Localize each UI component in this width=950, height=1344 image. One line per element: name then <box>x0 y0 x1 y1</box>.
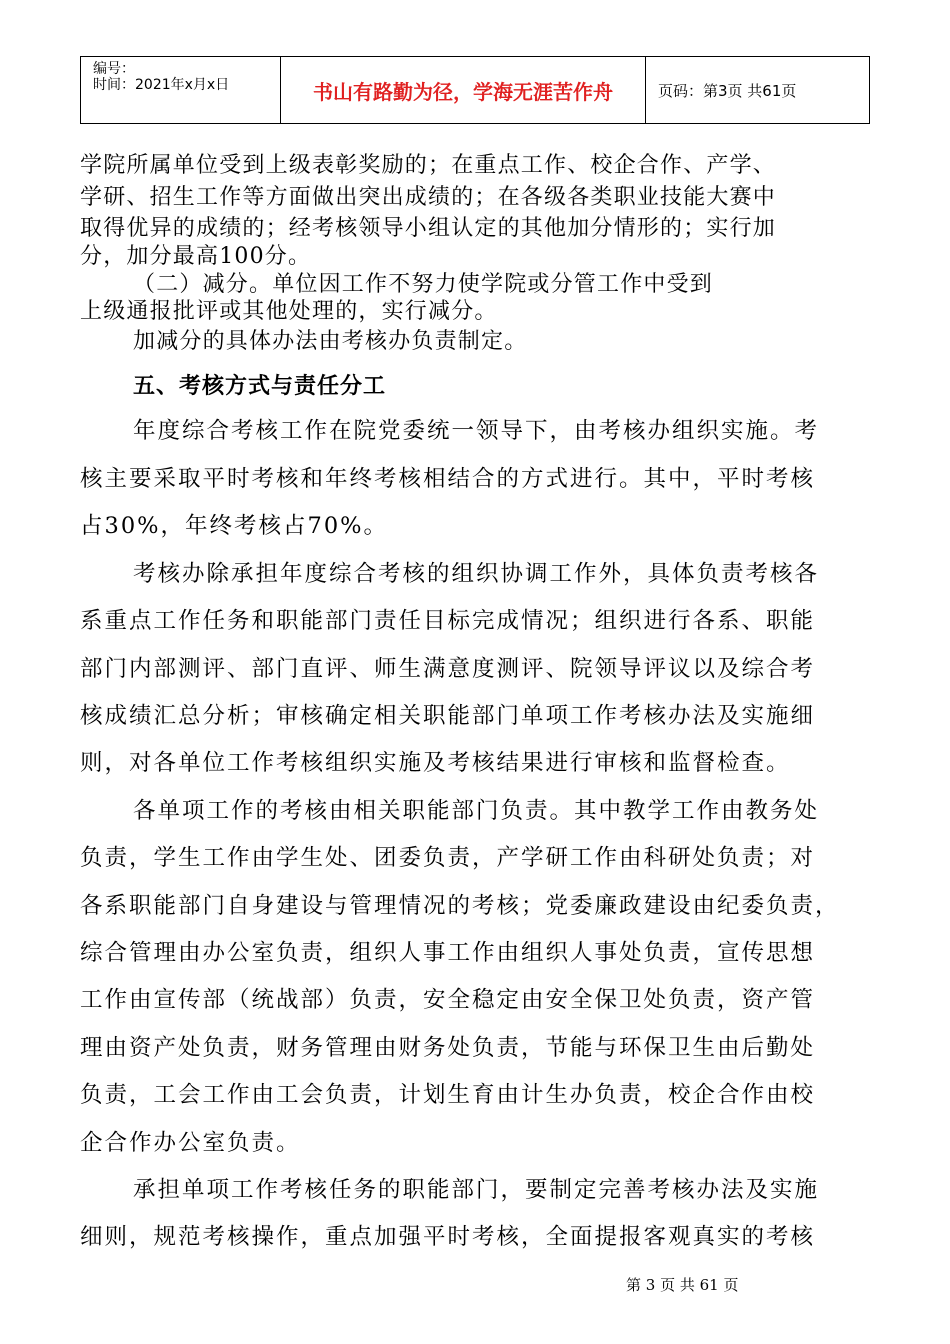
body-line: 上级通报批评或其他处理的，实行减分。 <box>80 299 498 324</box>
body-line: 年度综合考核工作在院党委统一领导下，由考核办组织实施。考 <box>133 418 820 444</box>
body-line: 部门内部测评、部门直评、师生满意度测评、院领导评议以及综合考 <box>80 656 816 682</box>
body-line: 各单项工作的考核由相关职能部门负责。其中教学工作由教务处 <box>133 798 820 824</box>
body-line: 学研、招生工作等方面做出突出成绩的；在各级各类职业技能大赛中 <box>80 185 777 210</box>
body-line: 加减分的具体办法由考核办负责制定。 <box>133 329 528 354</box>
header-time-label: 时间：2021年x月x日 <box>93 77 230 93</box>
body-line: 系重点工作任务和职能部门责任目标完成情况；组织进行各系、职能 <box>80 608 816 634</box>
body-line: 理由资产处负责，财务管理由财务处负责，节能与环保卫生由后勤处 <box>80 1035 816 1061</box>
section-heading: 五、考核方式与责任分工 <box>133 374 387 399</box>
body-line: 核主要采取平时考核和年终考核相结合的方式进行。其中，平时考核 <box>80 466 816 492</box>
page-header <box>80 56 870 124</box>
header-motto: 书山有路勤为径，学海无涯苦作舟 <box>281 57 646 123</box>
body-line: 负责，工会工作由工会负责，计划生育由计生办负责，校企合作由校 <box>80 1082 816 1108</box>
body-line: 核成绩汇总分析；审核确定相关职能部门单项工作考核办法及实施细 <box>80 703 816 729</box>
body-line: 分，加分最高100分。 <box>80 244 312 269</box>
body-line: 综合管理由办公室负责，组织人事工作由组织人事处负责，宣传思想 <box>80 940 816 966</box>
body-line: 学院所属单位受到上级表彰奖励的；在重点工作、校企合作、产学、 <box>80 153 777 178</box>
header-number-label: 编号： <box>93 61 135 77</box>
body-line: 各系职能部门自身建设与管理情况的考核；党委廉政建设由纪委负责， <box>80 893 840 919</box>
header-meta <box>81 57 281 123</box>
body-line: 企合作办公室负责。 <box>80 1130 301 1156</box>
body-line: 取得优异的成绩的；经考核领导小组认定的其他加分情形的；实行加 <box>80 216 777 241</box>
body-line: 细则，规范考核操作，重点加强平时考核，全面提报客观真实的考核 <box>80 1224 816 1250</box>
page-footer: 第 3 页 共 61 页 <box>626 1276 739 1294</box>
body-line: 工作由宣传部（统战部）负责，安全稳定由安全保卫处负责，资产管 <box>80 987 816 1013</box>
body-line: （二）减分。单位因工作不努力使学院或分管工作中受到 <box>133 272 714 297</box>
body-line: 则，对各单位工作考核组织实施及考核结果进行审核和监督检查。 <box>80 750 791 776</box>
body-line: 承担单项工作考核任务的职能部门，要制定完善考核办法及实施 <box>133 1177 820 1203</box>
body-line: 负责，学生工作由学生处、团委负责，产学研工作由科研处负责；对 <box>80 845 816 871</box>
body-line: 考核办除承担年度综合考核的组织协调工作外，具体负责考核各 <box>133 561 820 587</box>
body-line: 占30%，年终考核占70%。 <box>80 513 389 539</box>
header-page-code: 页码：第3页 共61页 <box>658 81 797 100</box>
